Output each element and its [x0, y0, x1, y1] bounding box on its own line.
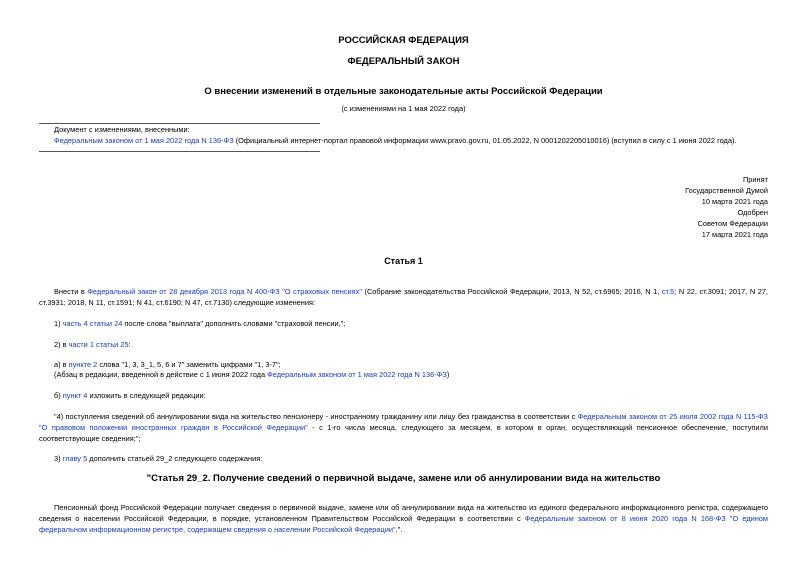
law-115fz-link[interactable]: Федеральным законом от 25 июля 2002 года N 115-ФЗ "О правовом положении иностранных граждан в Российской Федерации"	[39, 412, 768, 433]
article-1-heading: Статья 1	[384, 256, 423, 266]
adoption-line-2: Государственной Думой	[685, 186, 768, 195]
point2-link[interactable]: пункте 2	[68, 360, 98, 369]
adoption-line-1: Принят	[742, 175, 768, 184]
country-heading: РОССИЙСКАЯ ФЕДЕРАЦИЯ	[338, 35, 469, 46]
item-2: 2) в части 1 статьи 25:	[54, 340, 131, 349]
law-400fz-link[interactable]: Федеральный закон от 28 декабря 2013 года N 400-ФЗ "О страховых пенсиях"	[87, 287, 362, 296]
article-1-intro: Внести в Федеральный закон от 28 декабря 2013 года N 400-ФЗ "О страховых пенсиях" (Собрание законодательства Российской Федерации, 2013, N 52, ст.6965; 2016, N 1, ст.5; N 22, ст.3091; 2017, N 27, ст.3931; 2018, N 11, ст.1591; N 41, ст.6190; N 47, ст.7130) следующие изменения:	[39, 287, 768, 308]
adoption-line-3: 10 марта 2021 года	[701, 197, 768, 206]
st5-link[interactable]: ст.5	[661, 287, 675, 296]
adoption-line-6: 17 марта 2021 года	[701, 230, 768, 239]
document-title: О внесении изменений в отдельные законодательные акты Российской Федерации	[204, 86, 603, 97]
part1-art25-link[interactable]: части 1 статьи 25	[68, 340, 129, 349]
changes-intro: Документ с изменениями, внесенными:	[54, 125, 190, 134]
new-article-heading: "Статья 29_2. Получение сведений о первичной выдаче, замене или об аннулировании вида на жительство	[146, 473, 661, 484]
changes-top-rule	[39, 123, 320, 124]
adoption-block	[685, 174, 768, 240]
doc-type-heading: ФЕДЕРАЛЬНЫЙ ЗАКОН	[347, 56, 460, 67]
changes-line	[54, 136, 774, 147]
quoted-point-4: "4) поступления сведений об аннулировании вида на жительство пенсионеру - иностранному гражданину или лицу без гражданства в соответствии с Федеральным законом от 25 июля 2002 года N 115-ФЗ "О правовом положении иностранных граждан в Российской Федерации" - с 1-го числа месяца, следующего за месяцем, в котором в орган, осуществляющий пенсионное обеспечение, поступили соответствующие сведения;";	[39, 412, 768, 444]
item-2a-note: (Абзац в редакции, введенной в действие с 1 июня 2022 года Федеральным законом от 1 мая 2022 года N 136-ФЗ)	[54, 370, 450, 379]
chapter5-link[interactable]: главу 5	[62, 454, 88, 463]
item-3: 3) главу 5 дополнить статьей 29_2 следующего содержания:	[54, 454, 263, 463]
law-168fz-link[interactable]: Федеральным законом от 8 июня 2020 года N 168-ФЗ "О едином федеральном информационном регистре, содержащем сведения о населении Российской Федерации"	[39, 514, 768, 535]
item-2b: б) пункт 4 изложить в следующей редакции:	[54, 391, 206, 400]
amending-law-link[interactable]: Федеральным законом от 1 мая 2022 года N 136-ФЗ	[54, 135, 234, 145]
changes-bottom-rule	[39, 151, 320, 152]
changes-rest: (Официальный интернет-портал правовой информации www.pravo.gov.ru, 01.05.2022, N 0001202205010016) (вступил в силу с 1 июня 2022 года).	[233, 135, 737, 145]
part4-art24-link[interactable]: часть 4 статьи 24	[62, 319, 123, 328]
adoption-line-4: Одобрен	[737, 208, 768, 217]
edition-note: (с изменениями на 1 мая 2022 года)	[341, 104, 466, 113]
item-2a: а) в пункте 2 слова "1, 3, 3_1, 5, 6 и 7" заменить цифрами "1, 3-7";	[54, 360, 281, 369]
item-1: 1) часть 4 статьи 24 после слова "выплата" дополнить словами "страховой пенсии,";	[54, 319, 346, 328]
law-136fz-link[interactable]: Федеральным законом от 1 мая 2022 года N 136-ФЗ	[267, 370, 447, 379]
point4-link[interactable]: пункт 4	[62, 391, 88, 400]
new-article-text: Пенсионный фонд Российской Федерации получает сведения о первичной выдаче, замене или об аннулировании вида на жительство из единого федерального информационного регистра, содержащего сведения о населении Российской Федерации, в порядке, установленном Правительством Российской Федерации в соответствии с Федеральным законом от 8 июня 2020 года N 168-ФЗ "О едином федеральном информационном регистре, содержащем сведения о населении Российской Федерации".".	[39, 503, 768, 535]
adoption-line-5: Советом Федерации	[697, 219, 768, 228]
changes-box	[54, 125, 774, 146]
